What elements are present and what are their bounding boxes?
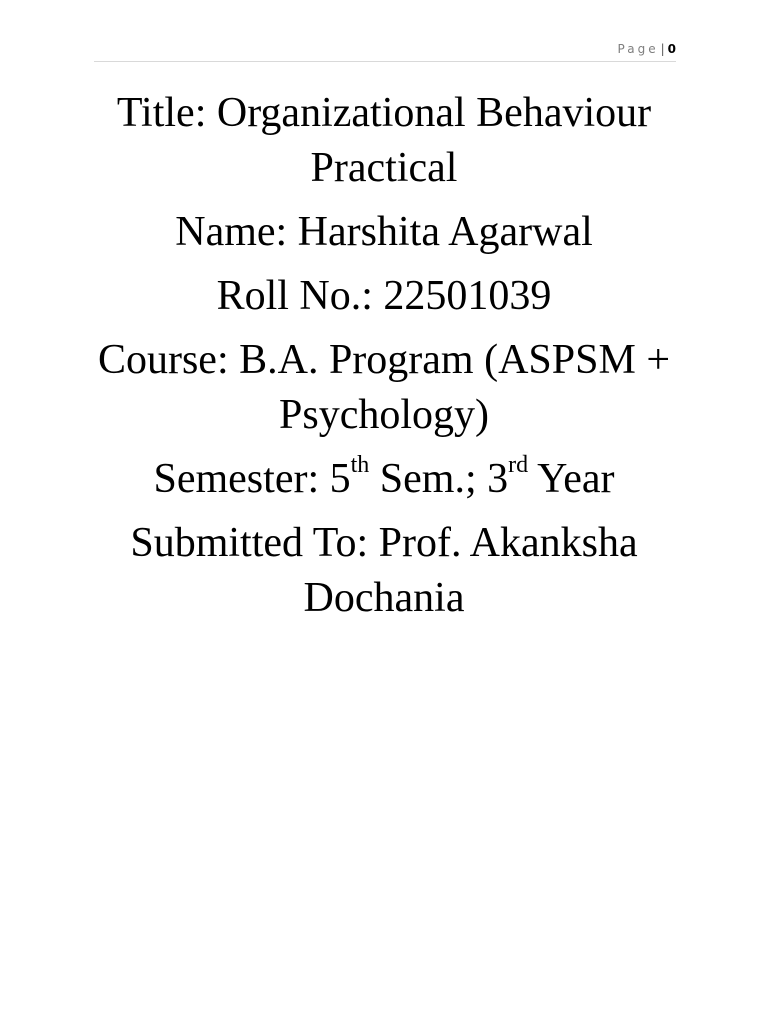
semester-prefix: Semester: 5 (153, 456, 351, 502)
semester-middle: Sem.; 3 (369, 456, 509, 502)
year-ordinal-suffix: rd (508, 452, 529, 478)
semester-suffix: Year (528, 456, 615, 502)
course-line: Course: B.A. Program (ASPSM + Psychology) (97, 337, 671, 438)
semester-line (94, 452, 674, 507)
name-line: Name: Harshita Agarwal (175, 209, 593, 255)
title-line: Title: Organizational Behaviour Practical (116, 90, 652, 191)
roll-number-line: Roll No.: 22501039 (216, 273, 552, 319)
page-number: 0 (667, 42, 676, 56)
semester-ordinal-suffix: th (350, 452, 370, 478)
page-number-label (618, 42, 676, 56)
submitted-to-line: Submitted To: Prof. Akanksha Dochania (130, 520, 638, 621)
page-header (94, 40, 676, 62)
cover-page (94, 86, 674, 635)
page-separator: | (660, 42, 665, 56)
page-word: Page (617, 42, 659, 56)
